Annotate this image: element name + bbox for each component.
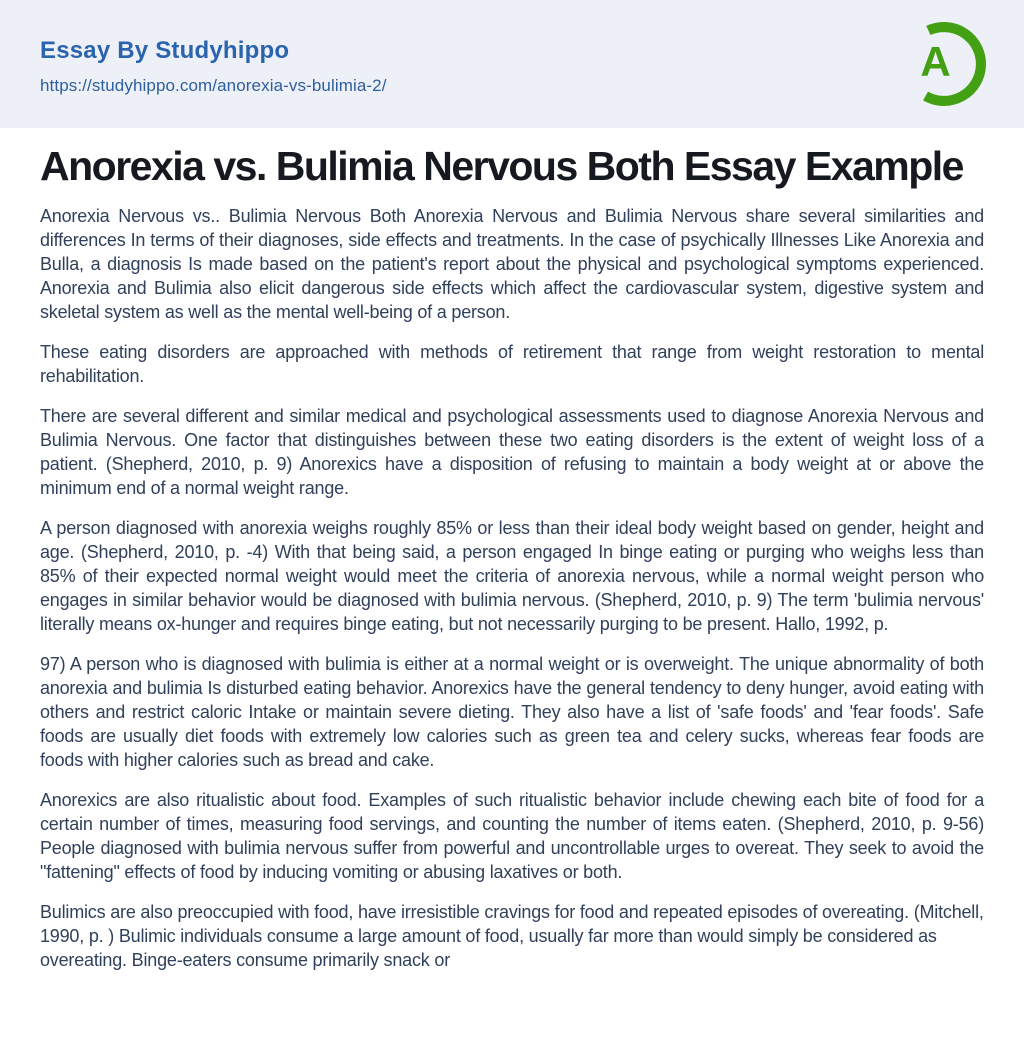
- site-title: Essay By Studyhippo: [40, 36, 290, 64]
- essay-title: Anorexia vs. Bulimia Nervous Both Essay Example: [40, 143, 963, 189]
- essay-paragraph-4: A person diagnosed with anorexia weighs roughly 85% or less than their ideal body weight based on gender, height and age. (Shepherd, 2010, p. -4) With that being said, a person engaged In binge eating or purging who weighs less than 85% of their expected normal weight would meet the criteria of anorexia nervous, while a normal weight person who engages in similar behavior would be diagnosed with bulimia nervous. (Shepherd, 2010, p. 9) The term 'bulimia nervous' literally means ox-hunger and requires binge eating, but not necessarily purging to be present. Hallo, 1992, p.: [40, 518, 984, 635]
- article-content: [0, 142, 1024, 972]
- logo-arc-icon: [902, 22, 986, 106]
- header: [0, 0, 1024, 128]
- essay-paragraph-2: These eating disorders are approached with methods of retirement that range from weight restoration to mental rehabilitation.: [40, 342, 984, 387]
- essay-paragraph-3: There are several different and similar medical and psychological assessments used to diagnose Anorexia Nervous and Bulimia Nervous. One factor that distinguishes between these two eating disorders is the extent of weight loss of a patient. (Shepherd, 2010, p. 9) Anorexics have a disposition of refusing to maintain a body weight at or above the minimum end of a normal weight range.: [40, 406, 984, 499]
- studyhippo-logo-icon: [902, 22, 986, 106]
- page-url-link[interactable]: https://studyhippo.com/anorexia-vs-bulimia-2/: [40, 76, 387, 96]
- header-text: [40, 32, 387, 96]
- essay-paragraph-5: 97) A person who is diagnosed with bulimia is either at a normal weight or is overweight. The unique abnormality of both anorexia and bulimia Is disturbed eating behavior. Anorexics have the general tendency to deny hunger, avoid eating with others and restrict caloric Intake or maintain severe dieting. They also have a list of 'safe foods' and 'fear foods'. Safe foods are usually diet foods with extremely low calories such as green tea and celery sucks, whereas fear foods are foods with higher calories such as bread and cake.: [40, 654, 984, 771]
- logo-letter: A: [920, 37, 951, 85]
- essay-paragraph-7: Bulimics are also preoccupied with food, have irresistible cravings for food and repeated episodes of overeating. (Mitchell, 1990, p. ) Bulimic individuals consume a large amount of food, usually far more than would simply be considered as overeating. Binge-eaters consume primarily snack or: [40, 902, 984, 971]
- essay-paragraph-1: Anorexia Nervous vs.. Bulimia Nervous Both Anorexia Nervous and Bulimia Nervous share several similarities and differences In terms of their diagnoses, side effects and treatments. In the case of psychically Illnesses Like Anorexia and Bulla, a diagnosis Is made based on the patient's report about the physical and psychological symptoms experienced. Anorexia and Bulimia also elicit dangerous side effects which affect the cardiovascular system, digestive system and skeletal system as well as the mental well-being of a person.: [40, 206, 984, 323]
- essay-paragraph-6: Anorexics are also ritualistic about food. Examples of such ritualistic behavior include chewing each bite of food for a certain number of times, measuring food servings, and counting the number of items eaten. (Shepherd, 2010, p. 9-56) People diagnosed with bulimia nervous suffer from powerful and uncontrollable urges to overeat. They seek to avoid the "fattening" effects of food by inducing vomiting or abusing laxatives or both.: [40, 790, 984, 883]
- essay-body: [40, 204, 984, 972]
